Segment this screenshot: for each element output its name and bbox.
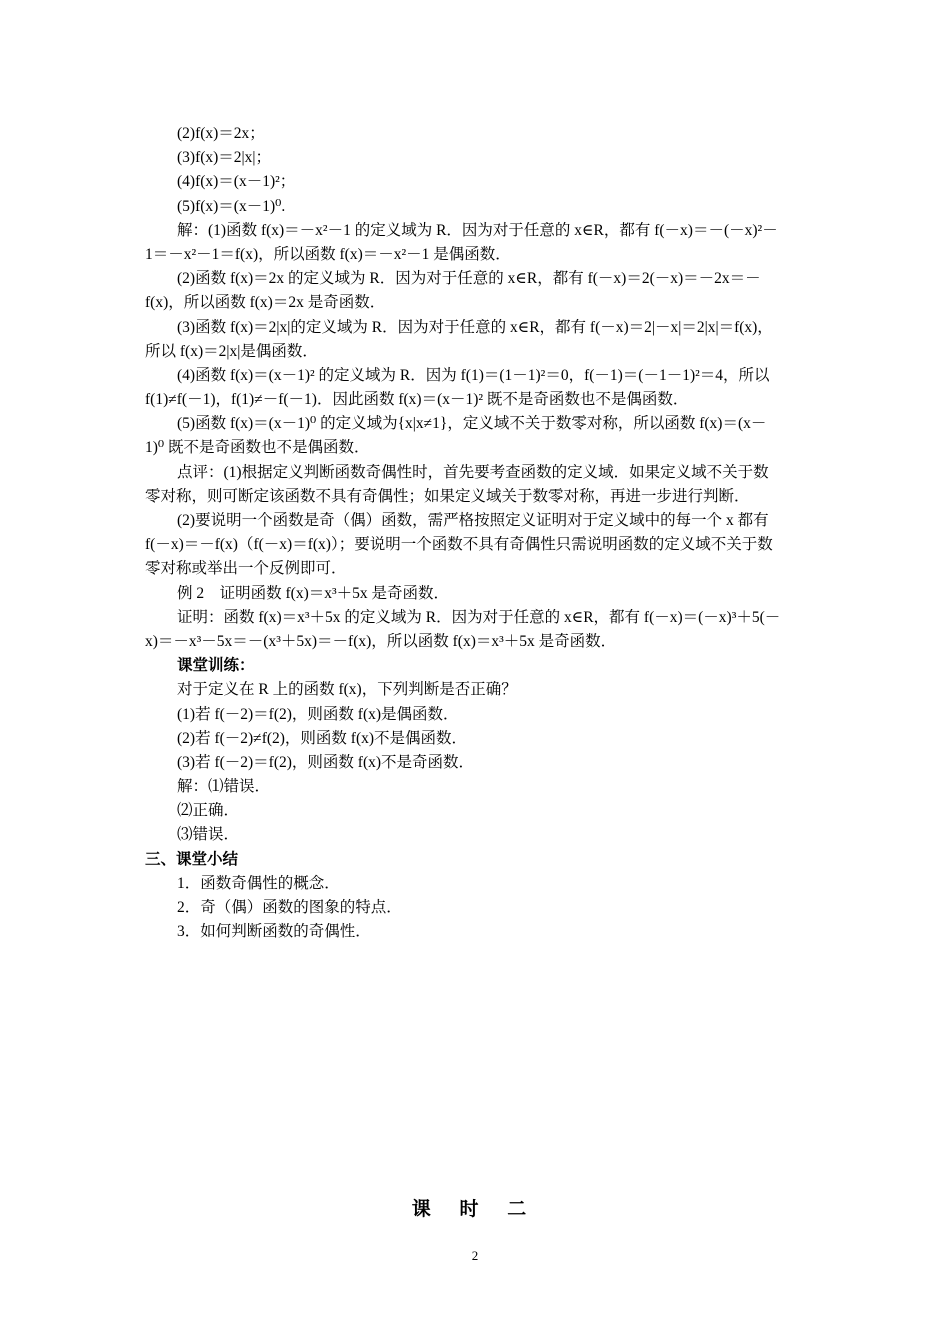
text-line: 解：⑴错误． [177, 778, 271, 796]
text-line: (2)f(x)＝2x； [177, 125, 265, 142]
text-line: (5)f(x)＝(x－1)⁰. [177, 197, 286, 215]
text-line: 3．如何判断函数的奇偶性． [177, 923, 371, 941]
text-line: ⑵正确． [177, 802, 240, 820]
text-line: (5)函数 f(x)＝(x－1)⁰ 的定义域为{x|x≠1}，定义域不关于数零对称，所以函数 f(x)＝(x－ [177, 415, 767, 433]
text-line: ⑶错误． [177, 826, 240, 844]
text-line: (4)f(x)＝(x－1)²； [177, 173, 296, 191]
text-line: f(1)≠f(－1)，f(1)≠－f(－1)．因此函数 f(x)＝(x－1)² 既不是奇函数也不是偶函数． [145, 391, 689, 409]
section-title: 课 时 二 [411, 1199, 539, 1220]
text-line: 1．函数奇偶性的概念． [177, 874, 340, 892]
text-line: 例 2 证明函数 f(x)＝x³＋5x 是奇函数． [177, 584, 450, 602]
text-line: (2)函数 f(x)＝2x 的定义域为 R．因为对于任意的 x∈R，都有 f(－x)＝2(－x)＝－2x＝－ [177, 270, 761, 288]
text-line: (3)函数 f(x)＝2|x|的定义域为 R．因为对于任意的 x∈R，都有 f(－x)＝2|－x|＝2|x|＝f(x)， [177, 318, 773, 336]
text-line: (3)f(x)＝2|x|； [177, 149, 272, 167]
text-line: 2．奇（偶）函数的图象的特点． [177, 899, 402, 916]
text-line: 零对称或举出一个反例即可． [145, 560, 347, 578]
text-line: 点评：(1)根据定义判断函数奇偶性时，首先要考查函数的定义域．如果定义域不关于数 [177, 463, 769, 481]
text-line: 所以 f(x)＝2|x|是偶函数． [145, 342, 318, 360]
document-body [145, 122, 809, 944]
text-line: 1)⁰ 既不是奇函数也不是偶函数． [145, 439, 370, 457]
text-line: x)＝－x³－5x＝－(x³＋5x)＝－f(x)，所以函数 f(x)＝x³＋5x 是奇函数． [145, 632, 617, 650]
text-line: 1＝－x²－1＝f(x)，所以函数 f(x)＝－x²－1 是偶函数． [145, 245, 511, 263]
text-line: 解：(1)函数 f(x)＝－x²－1 的定义域为 R．因为对于任意的 x∈R，都有 f(－x)＝－(－x)²－ [177, 221, 778, 239]
text-line: 证明：函数 f(x)＝x³＋5x 的定义域为 R．因为对于任意的 x∈R，都有 f(－x)＝(－x)³＋5(－ [177, 608, 781, 626]
text-line: (3)若 f(－2)＝f(2)，则函数 f(x)不是奇函数． [177, 753, 475, 771]
text-line: (1)若 f(－2)＝f(2)，则函数 f(x)是偶函数． [177, 705, 459, 723]
text-line: 对于定义在 R 上的函数 f(x)，下列判断是否正确？ [177, 681, 517, 699]
section-heading: 三、课堂小结 [145, 850, 239, 868]
page-number: 2 [471, 1248, 479, 1263]
text-line: 零对称，则可断定该函数不具有奇偶性；如果定义域关于数零对称，再进一步进行判断． [145, 487, 750, 505]
subsection-heading: 课堂训练： [177, 657, 255, 675]
text-line: f(－x)＝－f(x)（f(－x)＝f(x)）；要说明一个函数不具有奇偶性只需说明函数的定义域不关于数 [145, 536, 773, 554]
text-line: (2)若 f(－2)≠f(2)，则函数 f(x)不是偶函数． [177, 729, 468, 747]
text-line: (4)函数 f(x)＝(x－1)² 的定义域为 R．因为 f(1)＝(1－1)²＝0，f(－1)＝(－1－1)²＝4，所以 [177, 366, 770, 384]
text-line: f(x)，所以函数 f(x)＝2x 是奇函数． [145, 294, 386, 312]
text-line: (2)要说明一个函数是奇（偶）函数，需严格按照定义证明对于定义域中的每一个 x 都有 [177, 512, 769, 529]
